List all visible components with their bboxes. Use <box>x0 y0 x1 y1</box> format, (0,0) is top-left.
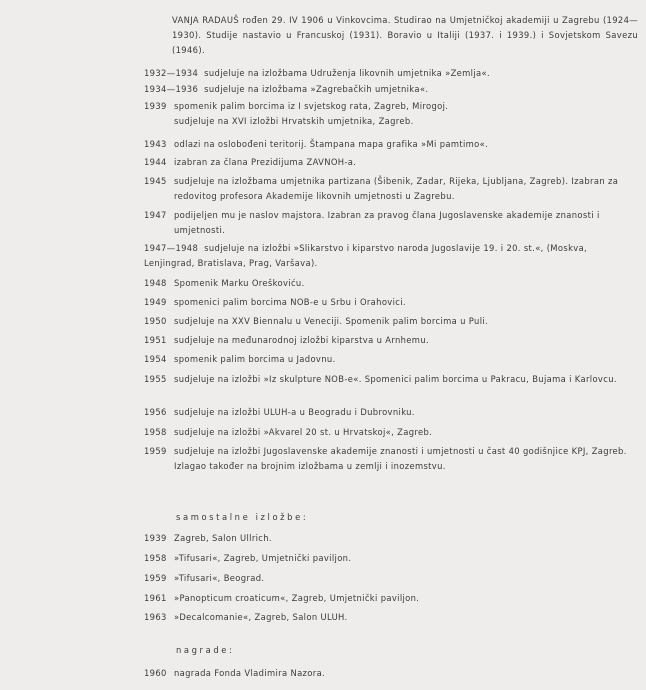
entry-text: sudjeluje na izložbi »Akvarel 20 st. u Hrvatskoj«, Zagreb. <box>174 427 433 437</box>
award-entry <box>144 666 638 681</box>
entry-text: spomenici palim borcima NOB-e u Srbu i Orahovici. <box>174 297 406 307</box>
chronology-entry <box>144 66 638 81</box>
chronology-entry <box>144 174 638 204</box>
entry-text-continued: Izlagao također na brojnim izložbama u zemlji i inozemstvu. <box>174 461 446 471</box>
entry-year: 1963 <box>144 612 167 622</box>
entry-year: 1961 <box>144 593 167 603</box>
biography-paragraph: VANJA RADAUŠ rođen 29. IV 1906 u Vinkovcima. Studirao na Umjetničkoj akademiji u Zagrebu (1924—1930). Studije nastavio u Francuskoj (1931). Boravio u Italiji (1937. i 1939.) i Sovjetskom Savezu (1946). <box>172 15 638 55</box>
entry-year: 1956 <box>144 407 167 417</box>
entry-text: sudjeluje na izložbi »Slikarstvo i kiparstvo naroda Jugoslavije 19. i 20. st.«, (Moskva, Lenjingrad, Bratislava, Prag, Varšava). <box>144 243 588 268</box>
entry-text: sudjeluje na izložbama umjetnika partizana (Šibenik, Zadar, Rijeka, Ljubljana, Zagreb). Izabran za redovitog profesora Akademije likovnih umjetnosti u Zagrebu. <box>174 176 619 201</box>
chronology-entry <box>144 333 638 348</box>
entry-year: 1959 <box>144 446 167 456</box>
entry-text: sudjeluje na izložbama »Zagrebačkih umjetnika«. <box>204 84 429 94</box>
entry-year: 1939 <box>144 533 167 543</box>
chronology-entry <box>144 155 638 170</box>
chronology-entry <box>144 137 638 152</box>
entry-text: »Panopticum croaticum«, Zagreb, Umjetnički paviljon. <box>174 593 420 603</box>
entry-year: 1947—1948 <box>144 243 199 253</box>
chronology-entry <box>144 314 638 329</box>
entry-text: spomenik palim borcima iz I svjetskog rata, Zagreb, Mirogoj. <box>174 101 449 111</box>
chronology-entry <box>144 276 638 291</box>
entry-year: 1949 <box>144 297 167 307</box>
entry-year: 1959 <box>144 573 167 583</box>
chronology-entry <box>144 425 638 440</box>
entry-text: sudjeluje na izložbama Udruženja likovnih umjetnika »Zemlja«. <box>204 68 490 78</box>
entry-year: 1932—1934 <box>144 68 199 78</box>
solo-exhibitions-heading: samostalne izložbe: <box>176 512 309 522</box>
chronology-entry <box>144 444 638 474</box>
awards-heading: nagrade: <box>176 645 235 655</box>
entry-year: 1958 <box>144 553 167 563</box>
entry-year: 1943 <box>144 139 167 149</box>
entry-text: sudjeluje na izložbi »Iz skulpture NOB-e«. Spomenici palim borcima u Pakracu, Bujama i Karlovcu. <box>174 374 617 384</box>
chronology-entry <box>144 405 638 420</box>
entry-year: 1958 <box>144 427 167 437</box>
entry-text-continued: sudjeluje na XVI izložbi Hrvatskih umjetnika, Zagreb. <box>174 116 414 126</box>
chronology-entry <box>144 82 638 97</box>
entry-text: Zagreb, Salon Ullrich. <box>174 533 272 543</box>
entry-text: »Decalcomanie«, Zagreb, Salon ULUH. <box>174 612 348 622</box>
solo-exhibition-entry <box>144 591 638 606</box>
entry-text: odlazi na oslobođeni teritorij. Štampana mapa grafika »Mi pamtimo«. <box>174 139 489 149</box>
entry-text: »Tifusari«, Beograd. <box>174 573 265 583</box>
entry-text: sudjeluje na međunarodnoj izložbi kiparstva u Arnhemu. <box>174 335 429 345</box>
chronology-entry <box>144 241 638 271</box>
entry-text: »Tifusari«, Zagreb, Umjetnički paviljon. <box>174 553 352 563</box>
entry-year: 1944 <box>144 157 167 167</box>
entry-text: podijeljen mu je naslov majstora. Izabran za pravog člana Jugoslavenske akademije znanosti i umjetnosti. <box>174 210 600 235</box>
entry-year: 1960 <box>144 668 167 678</box>
chronology-entry <box>144 99 638 129</box>
chronology-entry <box>144 208 638 238</box>
entry-year: 1939 <box>144 101 167 111</box>
entry-text: nagrada Fonda Vladimira Nazora. <box>174 668 326 678</box>
entry-year: 1947 <box>144 210 167 220</box>
entry-text: izabran za člana Prezidijuma ZAVNOH-a. <box>174 157 357 167</box>
solo-exhibition-entry <box>144 571 638 586</box>
entry-year: 1948 <box>144 278 167 288</box>
entry-year: 1945 <box>144 176 167 186</box>
solo-exhibition-entry <box>144 551 638 566</box>
chronology-entry <box>144 372 638 387</box>
entry-year: 1951 <box>144 335 167 345</box>
chronology-entry <box>144 352 638 367</box>
entry-text: spomenik palim borcima u Jadovnu. <box>174 354 336 364</box>
entry-year: 1934—1936 <box>144 84 199 94</box>
entry-text: Spomenik Marku Oreškoviću. <box>174 278 305 288</box>
solo-exhibition-entry <box>144 610 638 625</box>
solo-exhibition-entry <box>144 531 638 546</box>
entry-year: 1955 <box>144 374 167 384</box>
entry-text: sudjeluje na XXV Biennalu u Veneciji. Spomenik palim borcima u Puli. <box>174 316 489 326</box>
entry-text: sudjeluje na izložbi Jugoslavenske akademije znanosti i umjetnosti u čast 40 godišnjice KPJ, Zagreb. <box>174 446 627 456</box>
entry-year: 1954 <box>144 354 167 364</box>
entry-text: sudjeluje na izložbi ULUH-a u Beogradu i Dubrovniku. <box>174 407 415 417</box>
entry-year: 1950 <box>144 316 167 326</box>
chronology-entry <box>144 295 638 310</box>
